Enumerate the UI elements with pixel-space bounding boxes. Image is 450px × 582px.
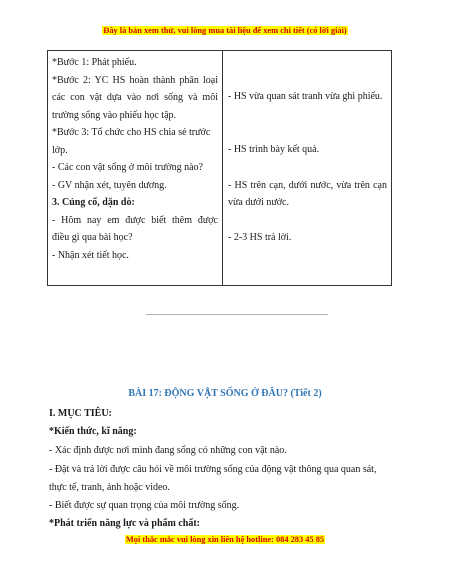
hotline-text: Mọi thắc mắc vui lòng xin liên hệ hotline: 084 283 45 85 — [125, 535, 325, 544]
objective-2: - Đặt và trả lời được câu hỏi về môi trường sống của động vật thông qua quan sát, — [49, 464, 377, 475]
lesson-feedback-line: - Nhận xét tiết học. — [52, 249, 129, 261]
section-divider — [146, 314, 328, 315]
review-question-line: - Hôm nay em được biết thêm được — [52, 214, 218, 226]
hotline-banner — [0, 535, 450, 545]
objective-1: - Xác định được nơi mình đang sống có những con vật nào. — [49, 445, 287, 456]
step-1-line: *Bước 1: Phát phiếu. — [52, 57, 137, 68]
objectives-heading: I. MỤC TIÊU: — [49, 408, 112, 419]
objective-2-cont: thực tế, tranh, ảnh hoặc video. — [49, 482, 170, 493]
student-activity-column — [223, 51, 391, 285]
student-answer-line: - HS trên cạn, dưới nước, vừa trên cạn — [228, 180, 387, 191]
knowledge-heading: *Kiến thức, kĩ năng: — [49, 426, 137, 437]
competency-heading: *Phát triển năng lực và phẩm chất: — [49, 518, 201, 529]
preview-notice-banner — [0, 26, 450, 36]
step-3-end-line: lớp. — [52, 144, 68, 156]
question-line: - Các con vật sống ở môi trường nào? — [52, 162, 203, 173]
student-reply-line: - 2-3 HS trả lời. — [228, 232, 292, 243]
step-3-line: *Bước 3: Tổ chức cho HS chia sẻ trước — [52, 127, 211, 138]
step-2-cont-line: các con vật dựa vào nơi sống và môi — [52, 92, 218, 103]
review-question-end-line: điều gì qua bài học? — [52, 232, 133, 243]
consolidation-heading: 3. Củng cố, dặn dò: — [52, 197, 135, 208]
objective-3: - Biết được sự quan trọng của môi trường sống. — [49, 500, 240, 511]
teacher-activity-column — [48, 51, 223, 285]
teacher-feedback-line: - GV nhận xét, tuyên dương. — [52, 179, 167, 191]
activity-table — [47, 50, 392, 286]
lesson-title: BÀI 17: ĐỘNG VẬT SỐNG Ở ĐÂU? (Tiết 2) — [128, 388, 322, 399]
student-answer-end-line: vừa dưới nước. — [228, 197, 289, 208]
preview-notice-text: Đây là bản xem thử, vui lòng mua tài liệu để xem chi tiết (có lời giải) — [103, 26, 347, 35]
student-present-line: - HS trình bày kết quả. — [228, 144, 320, 155]
step-2-end-line: trường sống vào phiếu học tập. — [52, 109, 177, 121]
step-2-line: *Bước 2: YC HS hoàn thành phân loại — [52, 74, 218, 86]
student-observe-line: - HS vừa quan sát tranh vừa ghi phiếu. — [228, 91, 383, 102]
